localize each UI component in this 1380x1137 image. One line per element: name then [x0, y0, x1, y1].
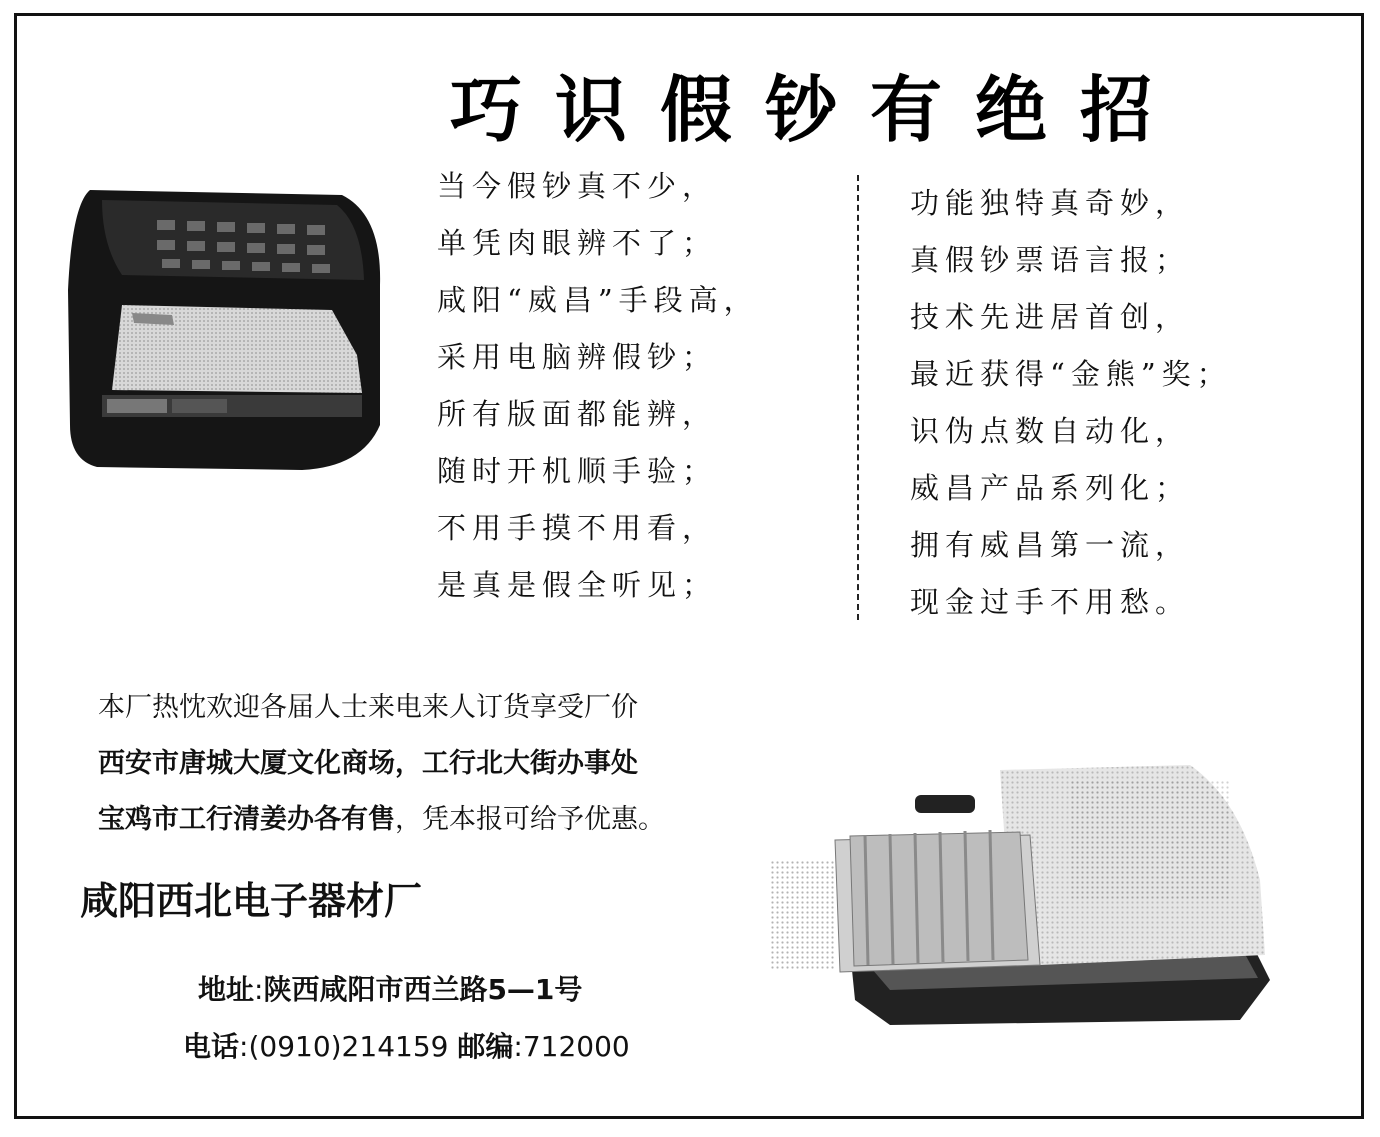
- poem-line: 威昌产品系列化；: [910, 471, 1191, 505]
- phone-separator: :: [239, 1030, 249, 1063]
- phone-line: [183, 1025, 630, 1065]
- sales-info: [98, 680, 758, 848]
- poem-left: [437, 158, 759, 614]
- address-value: 陕西咸阳市西兰路5—1号: [263, 973, 583, 1006]
- poem-line: 识伪点数自动化，: [910, 414, 1191, 448]
- outlet-line-baoji: [98, 792, 758, 848]
- ad-headline: 巧识假钞有绝招: [450, 68, 1186, 152]
- poem-line: 最近获得“金熊”奖；: [910, 357, 1232, 391]
- poem-divider: [857, 175, 859, 620]
- address-line: [198, 968, 582, 1008]
- zip-label: 邮编: [457, 1030, 514, 1063]
- poem-line: 技术先进居首创，: [910, 300, 1191, 334]
- poem-line: 拥有威昌第一流，: [910, 528, 1191, 562]
- poem-right: [910, 175, 1232, 631]
- poem-line: 功能独特真奇妙，: [910, 186, 1191, 220]
- phone-label: 电话: [183, 1030, 240, 1063]
- poem-line: 采用电脑辨假钞；: [437, 340, 718, 374]
- poem-line: 所有版面都能辨，: [437, 397, 718, 431]
- poem-line: 是真是假全听见；: [437, 568, 718, 602]
- currency-detector-image: [62, 175, 392, 475]
- poem-line: 不用手摸不用看，: [437, 511, 718, 545]
- poem-line: 随时开机顺手验；: [437, 454, 718, 488]
- poem-line: 单凭肉眼辨不了；: [437, 226, 718, 260]
- address-label: 地址: [198, 973, 255, 1006]
- poem-line: 真假钞票语言报；: [910, 243, 1191, 277]
- phone-value: (0910)214159: [248, 1030, 449, 1063]
- zip-separator: :: [513, 1030, 523, 1063]
- note-counter-image: [770, 740, 1280, 1030]
- outlet-baoji: 宝鸡市工行清姜办各有售: [98, 804, 395, 835]
- company-name: 咸阳西北电子器材厂: [80, 879, 423, 923]
- zip-value: 712000: [522, 1030, 630, 1063]
- poem-line: 现金过手不用愁。: [910, 585, 1191, 619]
- address-separator: :: [254, 973, 264, 1006]
- poem-line: 当今假钞真不少，: [437, 169, 718, 203]
- poem-line: 咸阳“威昌”手段高，: [437, 283, 759, 317]
- welcome-line: 本厂热忱欢迎各届人士来电来人订货享受厂价: [98, 692, 638, 723]
- discount-note: ，凭本报可给予优惠。: [395, 804, 665, 835]
- outlet-line-xian: 西安市唐城大厦文化商场，工行北大街办事处: [98, 748, 638, 779]
